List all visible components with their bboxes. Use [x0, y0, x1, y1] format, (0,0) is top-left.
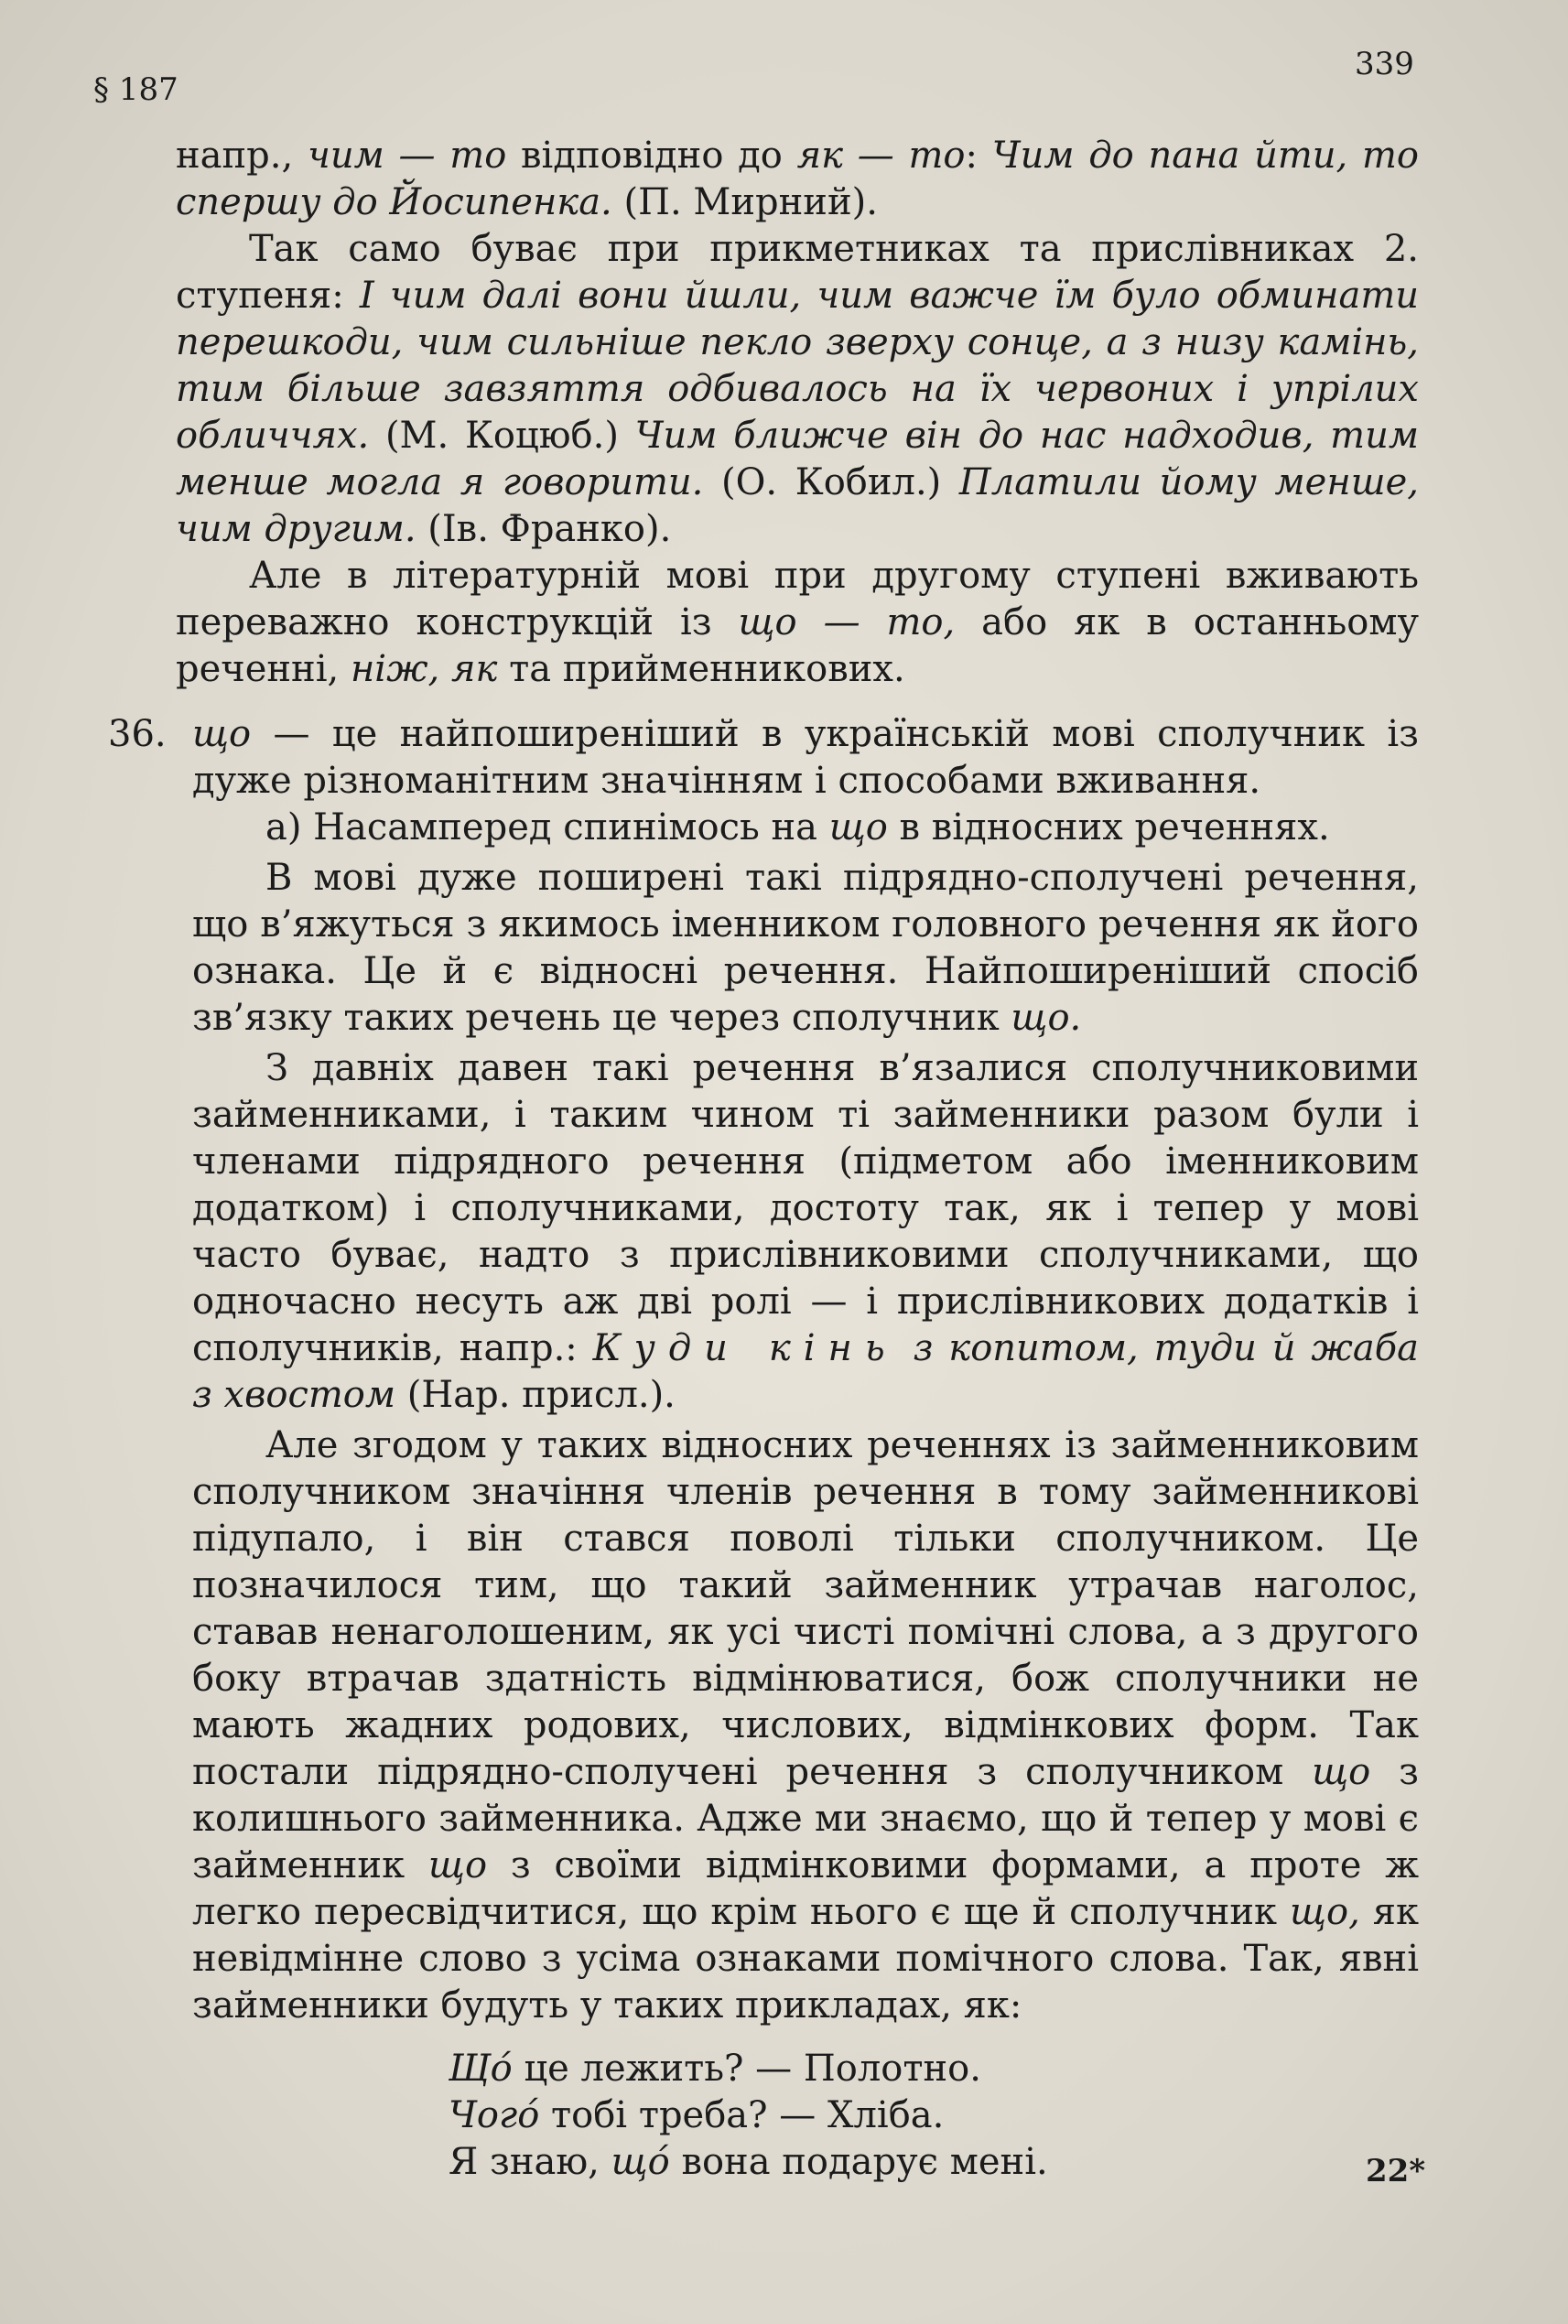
paragraph-comparatives: Так само буває при прикметниках та прислівниках 2. ступеня: І чим далі вони йшли, чим важче їм було обминати перешкоди, чим сильніше пекло зверху сонце, а з низу камінь, тим більше завзяття одбивалось на їх червоних і упрілих обличчях. (М. Коцюб.) Чим ближче він до нас надходив, тим менше могла я говорити. (О. Кобил.) Платили йому менше, чим другим. (Ів. Франко). — [176, 228, 1420, 550]
subsection-a: а) Насамперед спинімось на що в відносних реченнях. — [265, 806, 1330, 849]
example-line: Я знаю, щó вона подарує мені. — [449, 2141, 1048, 2183]
continued-text — [176, 133, 1419, 693]
section-reference: § 187 — [93, 71, 178, 108]
printer-signature: 22* — [1366, 2153, 1426, 2189]
example-line: Чогó тобі треба? — Хліба. — [449, 2094, 945, 2136]
page-number: 339 — [1355, 46, 1414, 82]
paragraph-relative-clauses: В мові дуже поширені такі підрядно-сполучені речення, що в’яжуться з якимось іменником головного речення як його ознака. Це й є відносні речення. Найпоширеніший спосіб зв’язку таких речень це через сполучник що. — [192, 857, 1419, 1039]
paragraph-continuation: напр., чим — то відповідно до як — то: Чим до пана йти, то спершу до Йосипенка. (П. Мирний). — [176, 135, 1419, 223]
paragraph-literary-usage: Але в літературній мові при другому ступені вживають переважно конструкцій із що — то, або як в останньому реченні, ніж, як та прийменникових. — [176, 555, 1420, 690]
example-line: Щó це лежить? — Полотно. — [449, 2048, 981, 2090]
item-content — [192, 711, 1419, 2186]
examples-list — [449, 2046, 1419, 2186]
paragraph-evolution: Але згодом у таких відносних реченнях із займенниковим сполучником значіння членів речення в тому займенникові підупало, і він стався поволі тільки сполучником. Це позначилося тим, що такий займенник утрачав наголос, ставав ненаголошеним, як усі чисті помічні слова, а з другого боку втрачав здатність відмінюватися, бож сполучники не мають жадних родових, числових, відмінкових форм. Так постали підрядно-сполучені речення з сполучником що з колишнього займенника. Адже ми знаємо, що й тепер у мові є займенник що з своїми відмінковими формами, а проте ж легко пересвідчитися, що крім нього є ще й сполучник що, як невідмінне слово з усіма ознаками помічного слова. Так, явні займенники будуть у таких прикладах, як: — [192, 1424, 1419, 2027]
item-intro: що — це найпоширеніший в українській мові сполучник із дуже різноманітним значінням і способами вживання. — [192, 713, 1419, 802]
paragraph-history: З давніх давен такі речення в’язалися сполучниковими займенниками, і таким чином ті займенники разом були і членами підрядного речення (підметом або іменниковим додатком) і сполучниками, достоту так, як і тепер у мові часто буває, надто з прислівниковими сполучниками, що одночасно несуть аж дві ролі — і прислівникових додатків і сполучників, напр.: Куди кінь з копитом, туди й жаба з хвостом (Нар. присл.). — [192, 1047, 1420, 1416]
item-number: 36. — [108, 713, 167, 755]
item-36 — [108, 711, 1419, 2186]
